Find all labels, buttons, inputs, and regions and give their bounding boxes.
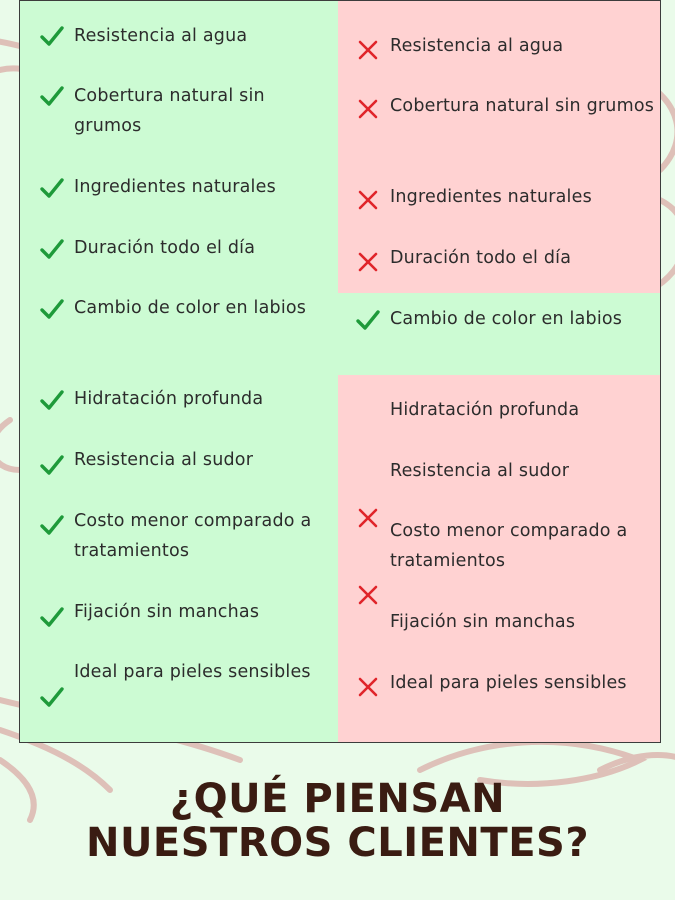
right_column-item-label: Hidratación profunda [390,400,580,420]
check-icon [39,684,65,710]
cross-icon [355,674,381,700]
right_column-item-label: Resistencia al sudor [390,461,570,481]
cross-icon [355,505,381,531]
right-column [338,1,660,742]
cross-icon [355,582,381,608]
page-title [0,777,675,865]
right_column-item-label: Ideal para pieles sensibles [390,673,627,693]
cross-icon [355,96,381,122]
left_column-item-label: Cambio de color en labios [74,298,307,318]
left_column-item-label: Hidratación profunda [74,389,264,409]
right_column-item-label: Resistencia al agua [390,36,564,56]
check-icon [39,23,65,49]
left_column-item-label: Ingredientes naturales [74,177,276,197]
right_column-item-label: Cobertura natural sin grumos [390,96,655,116]
right_column-item-label: Duración todo el día [390,248,572,268]
check-icon [355,307,381,333]
check-icon [39,452,65,478]
title-line-1: ¿QUÉ PIENSAN [169,776,506,822]
check-icon [39,604,65,630]
right_column-item-label: Fijación sin manchas [390,612,576,632]
left_column-item-label: Duración todo el día [74,238,256,258]
check-icon [39,512,65,538]
title-line-2: NUESTROS CLIENTES? [85,820,590,866]
left-column [20,1,339,742]
check-icon [39,387,65,413]
left_column-item-label: Fijación sin manchas [74,602,260,622]
right_column-item-label: Ingredientes naturales [390,187,592,207]
left_column-item-label: Cobertura natural sin grumos [74,86,265,136]
check-icon [39,236,65,262]
left_column-item-label: Costo menor comparado a tratamientos [74,511,312,561]
cross-icon [355,37,381,63]
left_column-item-label: Resistencia al sudor [74,450,254,470]
cross-icon [355,249,381,275]
cross-icon [355,187,381,213]
check-icon [39,175,65,201]
comparison-table [19,0,661,743]
right_column-item-label: Costo menor comparado a tratamientos [390,521,628,571]
check-icon [39,296,65,322]
left_column-item-label: Ideal para pieles sensibles [74,662,311,682]
left_column-item-label: Resistencia al agua [74,26,248,46]
check-icon [39,83,65,109]
right_column-item-label: Cambio de color en labios [390,309,623,329]
